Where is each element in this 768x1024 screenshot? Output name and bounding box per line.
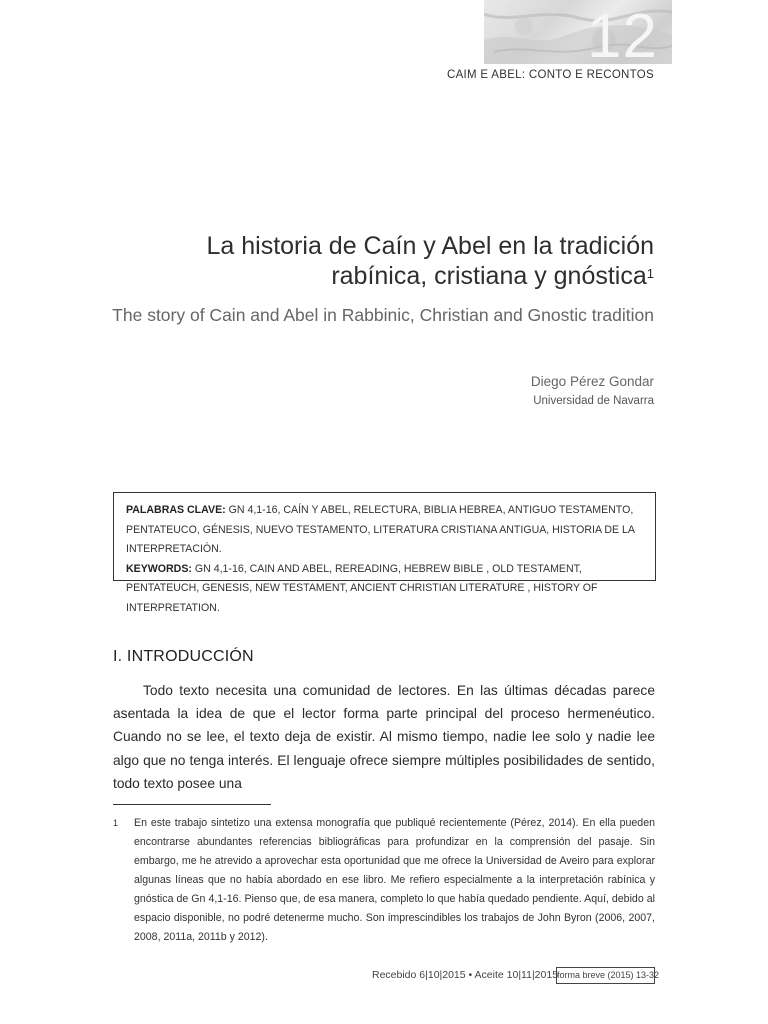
body-paragraph: Todo texto necesita una comunidad de lectores. En las últimas décadas parece asentada la idea de que el lector forma parte principal del proceso hermenéutico. Cuando no se lee, el texto deja de existir. Al mismo tiempo, nadie lee solo y nadie lee algo que no tenga interés. El lenguaje ofrece siempre múltiples posibilidades de sentido, todo texto posee una: [113, 683, 655, 791]
footnote-divider: [113, 804, 271, 805]
author-name: Diego Pérez Gondar: [530, 374, 654, 389]
keywords-box: [113, 492, 656, 614]
running-head: CAIM E ABEL: CONTO E RECONTOS: [446, 69, 654, 81]
title-footnote-marker[interactable]: 1: [646, 266, 654, 281]
footnote-marker: 1: [113, 818, 119, 828]
title-line-2: rabínica, cristiana y gnóstica: [331, 262, 647, 290]
chapter-number: 12: [587, 2, 658, 64]
chapter-tab: [484, 0, 672, 64]
footer-dates: Recebido 6|10|2015 • Aceite 10|11|2015: [372, 969, 559, 981]
keywords-en-text: GN 4,1-16, CAIN AND ABEL, REREADING, HEBREW BIBLE , OLD TESTAMENT, PENTATEUCH, GENESIS, NEW TESTAMENT, ANCIENT CHRISTIAN LITERATURE , HISTORY OF INTERPRETATION.: [126, 562, 598, 614]
footnote-text: En este trabajo sintetizo una extensa monografía que publiqué recientemente (Pérez, 2014). En ella pueden encontrarse abundantes referencias bibliográficas para profundizar en la comprensión del pasaje. Sin embargo, me he atrevido a aprovechar esta oportunidad que me ofrece la Universidad de Aveiro para explorar algunas líneas que no había abordado en ese libro. Me refiero especialmente a la interpretación rabínica y gnóstica de Gn 4,1-16. Pienso que, de esa manera, completo lo que había quedado pendiente. Aquí, debido al espacio disponible, no podré detenerme mucho. Son imprescindibles los trabajos de John Byron (2006, 2007, 2008, 2011a, 2011b y 2012).: [134, 817, 655, 943]
keywords-es-text: GN 4,1-16, CAÍN Y ABEL, RELECTURA, BIBLIA HEBREA, ANTIGUO TESTAMENTO, PENTATEUCO, GÉNESIS, NUEVO TESTAMENTO, LITERATURA CRISTIANA ANTIGUA, HISTORIA DE LA INTERPRETACIÓN.: [126, 504, 635, 555]
section-heading: I. INTRODUCCIÓN: [113, 648, 254, 665]
article-title-english: The story of Cain and Abel in Rabbinic, Christian and Gnostic tradition: [112, 305, 654, 325]
footnote: [113, 814, 655, 947]
article-title-spanish: [94, 231, 654, 291]
footer-journal-ref: forma breve (2015) 13-32: [556, 967, 655, 984]
keywords-en-label: KEYWORDS:: [126, 562, 192, 575]
author-affiliation: Universidad de Navarra: [533, 395, 654, 407]
title-line-1: La historia de Caín y Abel en la tradición: [206, 232, 654, 260]
keywords-es-label: PALABRAS CLAVE:: [126, 504, 226, 516]
